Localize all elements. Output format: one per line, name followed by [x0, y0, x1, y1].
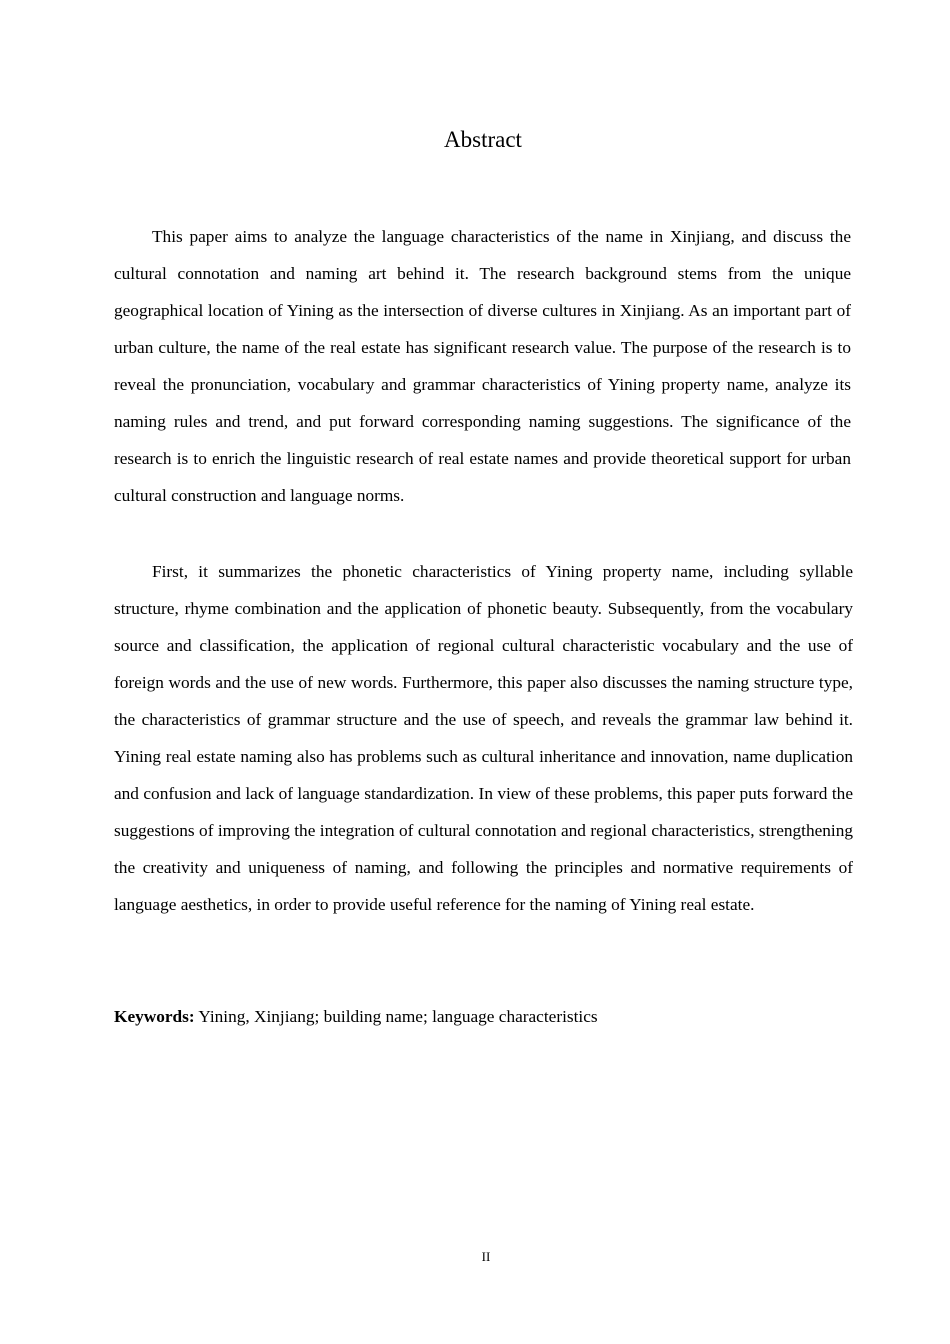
keywords-line: [114, 1002, 852, 1032]
abstract-title: Abstract: [444, 127, 522, 152]
keywords-text: Yining, Xinjiang; building name; language characteristics: [194, 1007, 598, 1026]
abstract-paragraph-1: This paper aims to analyze the language characteristics of the name in Xinjiang, and discuss the cultural connotation and naming art behind it. The research background stems from the unique geographical location of Yining as the intersection of diverse cultures in Xinjiang. As an important part of urban culture, the name of the real estate has significant research value. The purpose of the research is to reveal the pronunciation, vocabulary and grammar characteristics of Yining property name, analyze its naming rules and trend, and put forward corresponding naming suggestions. The significance of the research is to enrich the linguistic research of real estate names and provide theoretical support for urban cultural construction and language norms.: [114, 227, 851, 505]
abstract-paragraph-2: First, it summarizes the phonetic characteristics of Yining property name, including syllable structure, rhyme combination and the application of phonetic beauty. Subsequently, from the vocabulary source and classification, the application of regional cultural characteristic vocabulary and the use of foreign words and the use of new words. Furthermore, this paper also discusses the naming structure type, the characteristics of grammar structure and the use of speech, and reveals the grammar law behind it. Yining real estate naming also has problems such as cultural inheritance and innovation, name duplication and confusion and lack of language standardization. In view of these problems, this paper puts forward the suggestions of improving the integration of cultural connotation and regional characteristics, strengthening the creativity and uniqueness of naming, and following the principles and normative requirements of language aesthetics, in order to provide useful reference for the naming of Yining real estate.: [114, 562, 853, 914]
keywords-label: Keywords:: [114, 1007, 195, 1026]
page-number: II: [481, 1249, 491, 1264]
